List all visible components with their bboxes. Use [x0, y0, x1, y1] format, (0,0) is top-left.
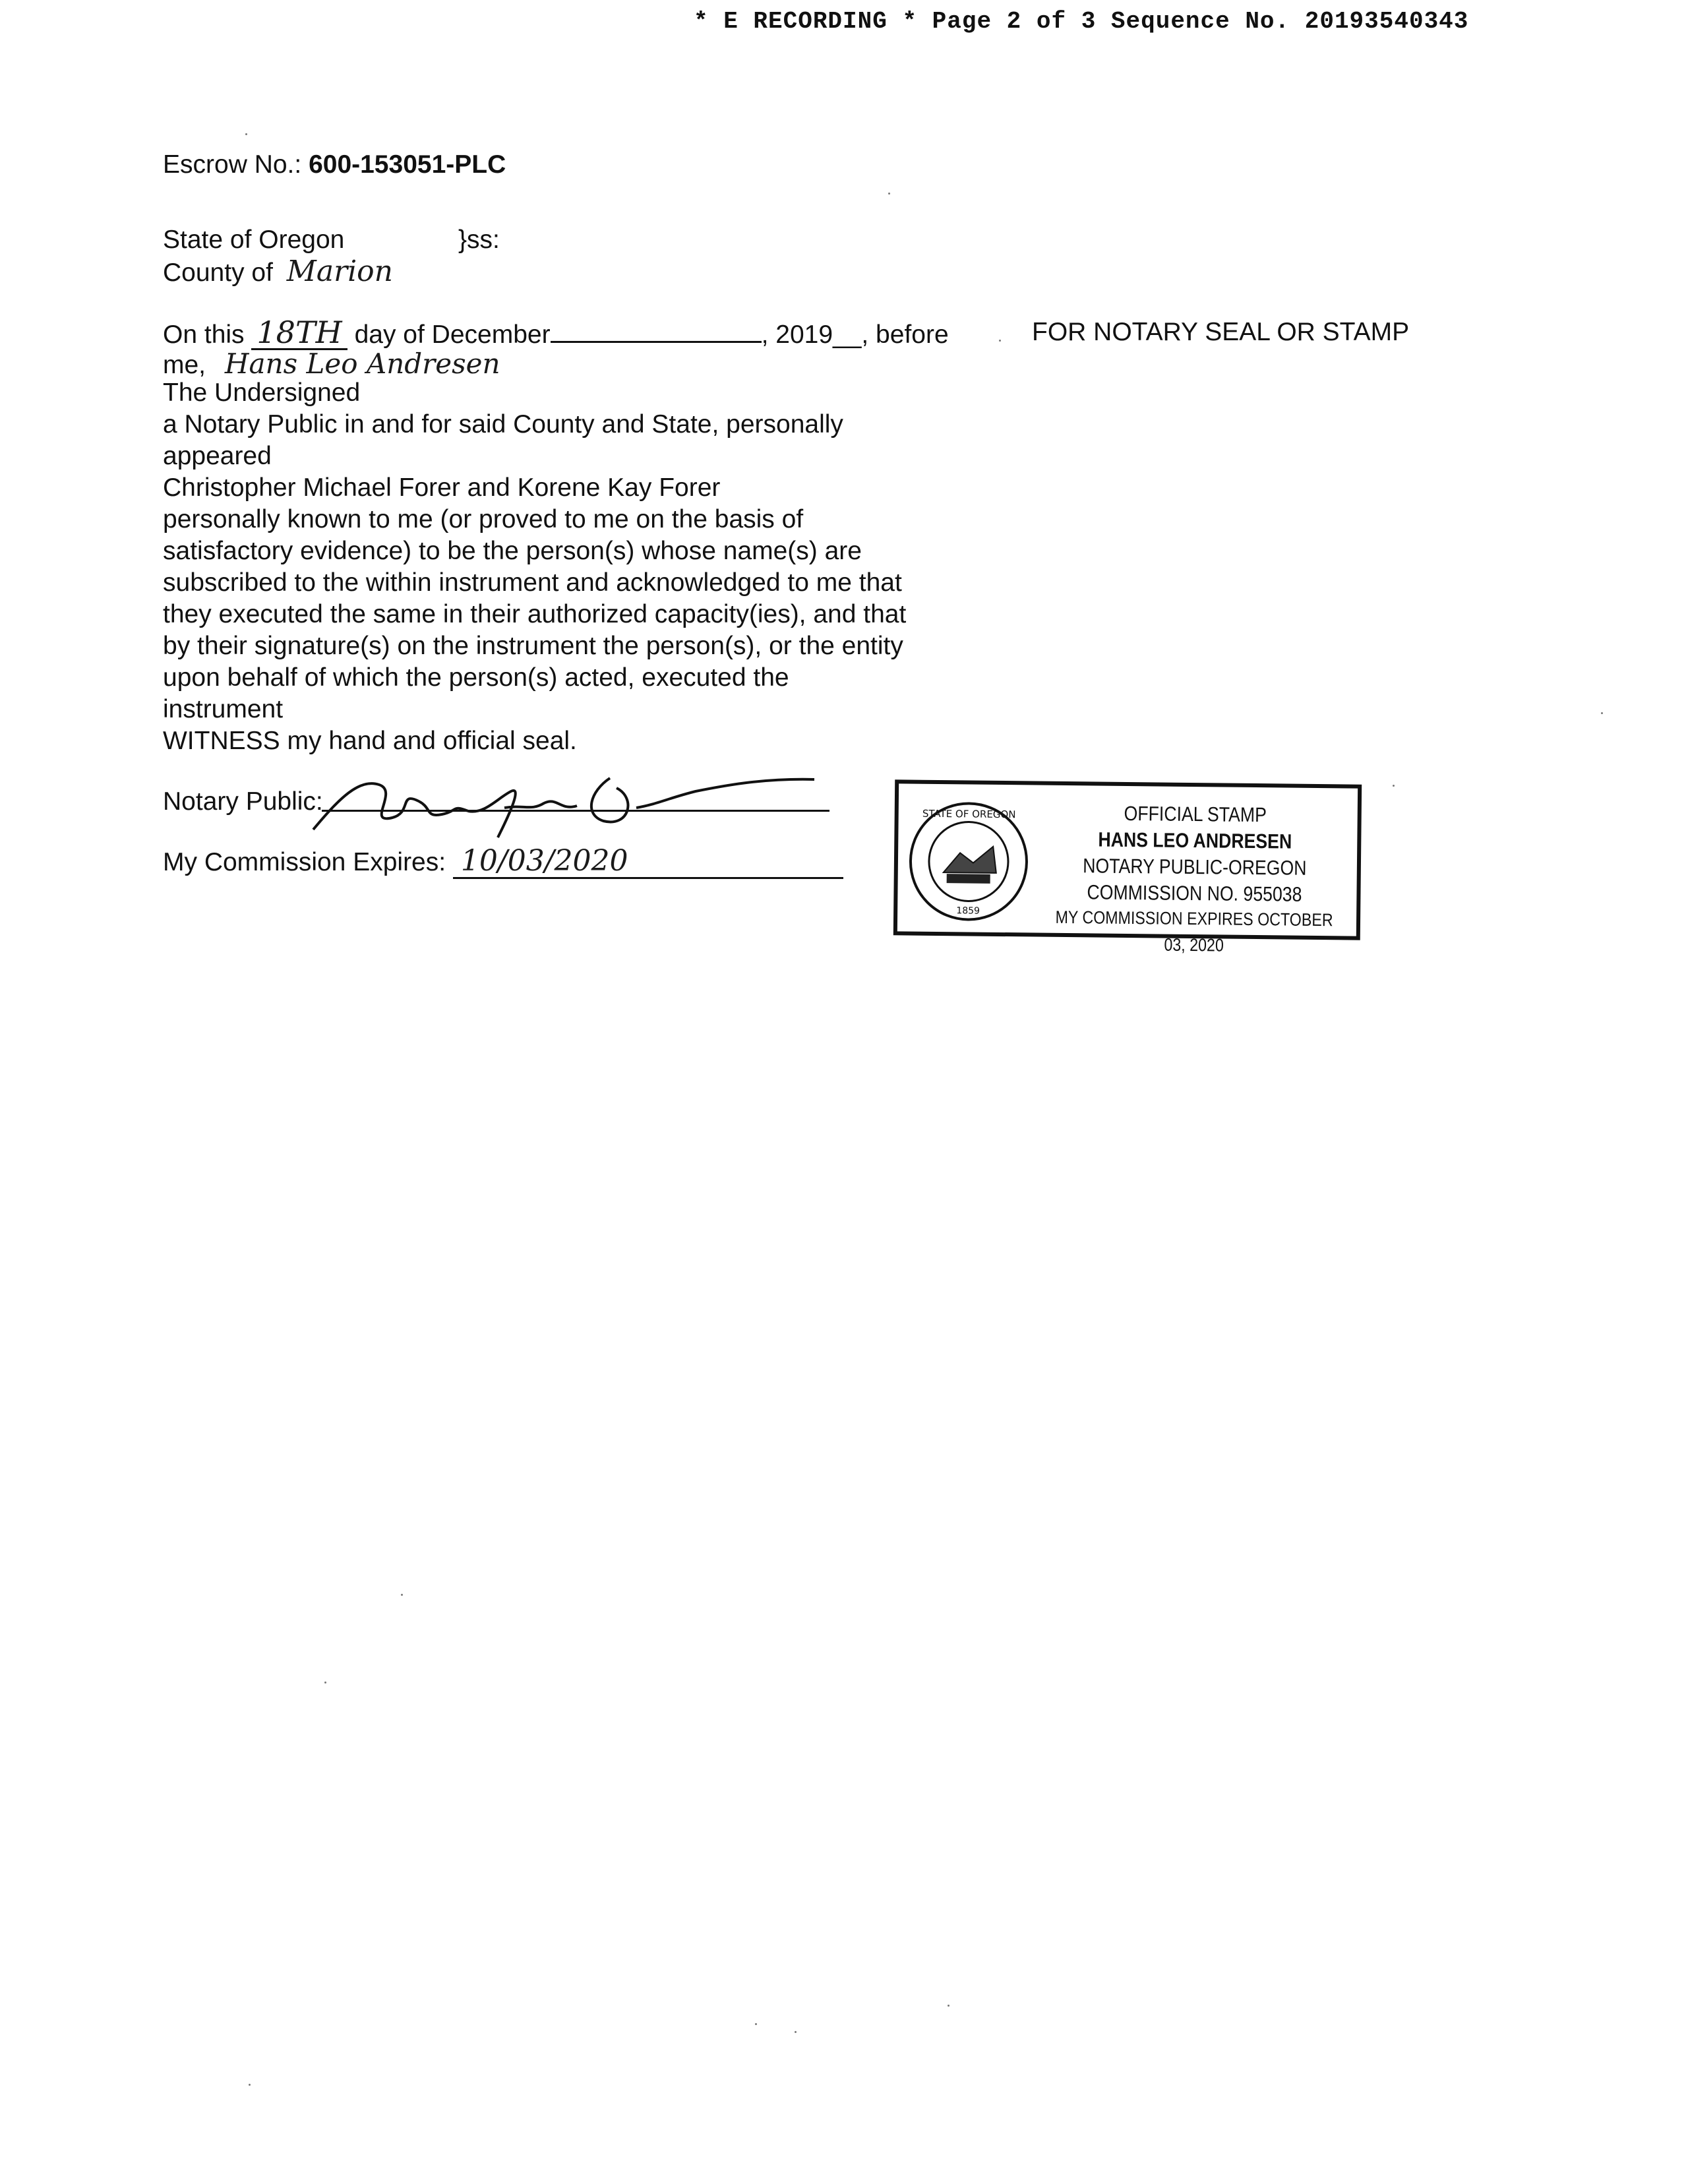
state-line: State of Oregon: [163, 226, 345, 254]
seal-top-text: STATE OF OREGON: [922, 807, 1016, 821]
stamp-line-name: HANS LEO ANDRESEN: [1098, 828, 1292, 853]
county-label: County of: [163, 258, 273, 287]
stamp-line-title: OFFICIAL STAMP: [1124, 801, 1267, 827]
scan-speck: [249, 2084, 251, 2086]
commission-handwritten: 10/03/2020: [453, 845, 843, 879]
acknowledgment-body: [163, 409, 906, 757]
date-line: [163, 317, 949, 351]
escrow-line: [163, 149, 506, 181]
day-of-label: day of December: [354, 320, 551, 349]
scan-speck: [1393, 785, 1395, 787]
body-line: WITNESS my hand and official seal.: [163, 727, 577, 755]
scan-speck: [888, 193, 890, 195]
scan-speck: [795, 2031, 797, 2033]
seal-caption: FOR NOTARY SEAL OR STAMP: [1032, 318, 1410, 346]
me-line: [163, 348, 500, 381]
notary-stamp: [893, 779, 1362, 956]
me-label: me,: [163, 351, 206, 379]
scan-speck: [755, 2023, 757, 2025]
commission-line: [163, 845, 843, 879]
body-line: instrument: [163, 695, 284, 723]
scan-speck: [999, 340, 1001, 342]
body-line: satisfactory evidence) to be the person(s) whose name(s) are: [163, 537, 862, 565]
ss-mark: }ss:: [458, 226, 500, 254]
signature-scribble: [300, 752, 834, 844]
scan-speck: [324, 1682, 326, 1684]
county-line: [163, 256, 393, 289]
county-handwritten: Marion: [286, 255, 393, 288]
day-handwritten: 18TH: [251, 317, 347, 350]
year-label: , 2019__, before: [761, 320, 949, 349]
notary-name-handwritten: Hans Leo Andresen: [224, 348, 500, 380]
body-line: they executed the same in their authorized capacity(ies), and that: [163, 600, 907, 628]
stamp-line-title2: NOTARY PUBLIC-OREGON: [1083, 854, 1307, 880]
body-line: upon behalf of which the person(s) acted, executed the: [163, 663, 789, 692]
body-line: a Notary Public in and for said County and State, personally: [163, 410, 843, 439]
commission-label: My Commission Expires:: [163, 848, 446, 876]
scan-speck: [948, 2005, 950, 2007]
stamp-line-commission: COMMISSION NO. 955038: [1087, 880, 1302, 906]
body-line: personally known to me (or proved to me on the basis of: [163, 505, 804, 533]
recording-header: * E RECORDING * Page 2 of 3 Sequence No. 20193540343: [694, 8, 1469, 35]
escrow-number: 600-153051-PLC: [309, 150, 506, 179]
notary-public-label: Notary Public:: [163, 787, 323, 816]
seal-year-text: 1859: [956, 905, 980, 917]
oregon-seal-icon: [907, 800, 1031, 924]
body-line: appeared: [163, 442, 272, 470]
month-blank: [551, 318, 762, 343]
body-line: by their signature(s) on the instrument the person(s), or the entity: [163, 632, 903, 660]
on-this-label: On this: [163, 320, 245, 349]
scan-speck: [245, 133, 247, 135]
escrow-label: Escrow No.:: [163, 150, 302, 179]
body-line: Christopher Michael Forer and Korene Kay Forer: [163, 473, 721, 502]
scan-speck: [1601, 712, 1603, 714]
undersigned-line: The Undersigned: [163, 379, 361, 407]
stamp-line-expires: MY COMMISSION EXPIRES OCTOBER 03, 2020: [1055, 907, 1333, 956]
body-line: subscribed to the within instrument and acknowledged to me that: [163, 568, 902, 597]
scan-speck: [401, 1594, 403, 1596]
